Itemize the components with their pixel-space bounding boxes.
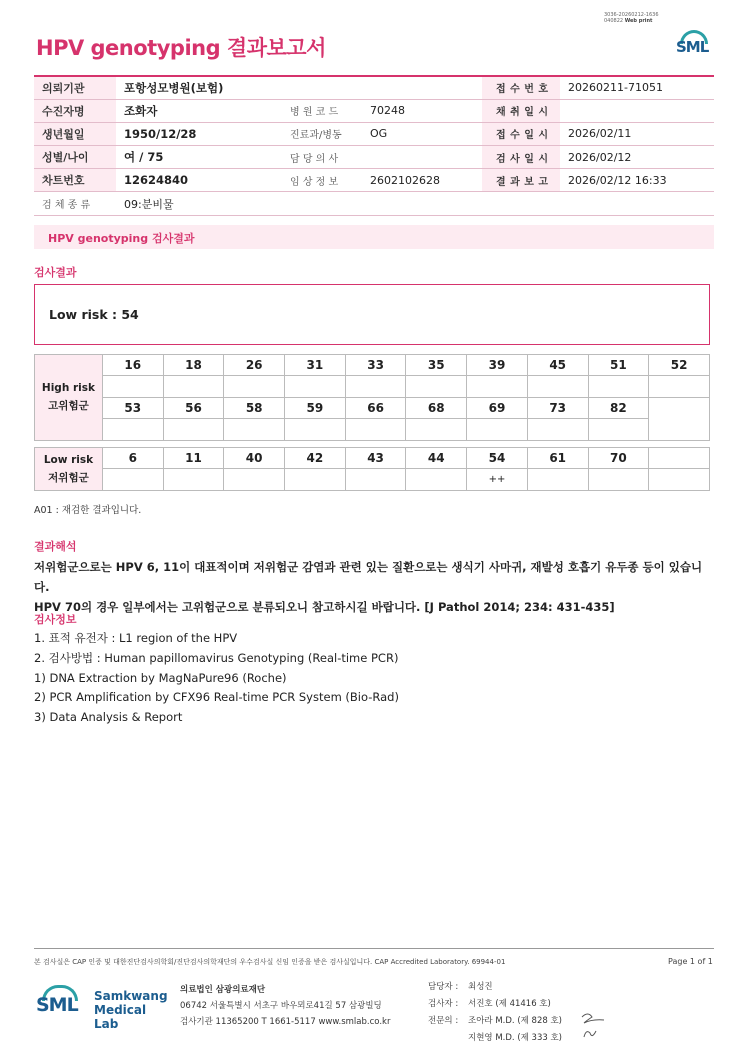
staff-name: 최성진 — [468, 982, 493, 992]
genotype-result-cell — [224, 376, 285, 397]
sex-age-value: 여 / 75 — [116, 146, 276, 169]
genotype-result-cell — [406, 376, 467, 397]
genotype-result-cell — [224, 469, 285, 490]
dept-label: 진료과/병동 — [276, 122, 362, 145]
genotype-cell: 68 — [406, 397, 467, 418]
genotype-result-cell — [406, 419, 467, 440]
genotype-cell: 51 — [588, 355, 649, 376]
genotype-cell: 44 — [406, 448, 467, 469]
genotype-result-cell — [224, 419, 285, 440]
genotype-result-cell — [345, 419, 406, 440]
collect-date-label: 채 취 일 시 — [482, 99, 560, 122]
genotype-cell: 40 — [224, 448, 285, 469]
genotype-cell: 6 — [102, 448, 163, 469]
genotype-result-cell — [163, 376, 224, 397]
receipt-no-value: 20260211-71051 — [560, 76, 714, 99]
genotype-result-cell — [406, 469, 467, 490]
patient-label: 수진자명 — [34, 99, 116, 122]
genotype-result-cell — [285, 469, 346, 490]
web-print-label: Web print — [624, 18, 653, 24]
genotype-cell: 26 — [224, 355, 285, 376]
dob-label: 생년월일 — [34, 122, 116, 145]
genotype-result-cell — [467, 376, 528, 397]
specimen-value: 09:분비물 — [116, 192, 714, 215]
genotype-cell: 52 — [649, 355, 710, 376]
genotype-cell: 66 — [345, 397, 406, 418]
genotype-result-cell — [588, 376, 649, 397]
receipt-date-label: 접 수 일 시 — [482, 122, 560, 145]
genotype-cell: 58 — [224, 397, 285, 418]
dept-value: OG — [362, 122, 482, 145]
hospital-code-value: 70248 — [362, 99, 482, 122]
genotype-cell: 59 — [285, 397, 346, 418]
genotype-cell — [649, 397, 710, 440]
high-risk-table — [34, 354, 710, 441]
signature-icon — [578, 1011, 608, 1041]
genotype-cell: 61 — [527, 448, 588, 469]
result-heading: 검사결과 — [34, 266, 77, 279]
patient-value: 조화자 — [116, 99, 276, 122]
genotype-result-cell — [345, 376, 406, 397]
specimen-label: 검 체 종 류 — [34, 192, 116, 215]
doctor-label: 담 당 의 사 — [276, 146, 362, 169]
genotype-result-cell — [163, 419, 224, 440]
genotype-result-cell — [527, 419, 588, 440]
genotype-cell: 53 — [102, 397, 163, 418]
org-name: 의료법인 삼광의료재단 — [180, 985, 266, 995]
genotype-cell: 45 — [527, 355, 588, 376]
document-code-line1: 3036-20260212-1636 — [604, 12, 659, 18]
genotype-cell: 18 — [163, 355, 224, 376]
footer-divider — [34, 948, 714, 949]
genotype-result-cell — [102, 376, 163, 397]
certification-text: 본 검사실은 CAP 인증 및 대한진단검사의학회/진단검사의학재단의 우수검사실 신임 인증을 받은 검사실입니다. CAP Accredited Laboratory. 69944-01 — [34, 958, 506, 966]
interpretation-text — [34, 557, 714, 617]
genotype-cell: 73 — [527, 397, 588, 418]
genotype-cell: 39 — [467, 355, 528, 376]
genotype-cell: 69 — [467, 397, 528, 418]
staff-name: 지현영 M.D. (제 333 호) — [468, 1033, 563, 1043]
samkwang-logo-icon: SML Samkwang Medical Lab — [36, 982, 166, 1022]
test-info-line: 2. 검사방법 : Human papillomavirus Genotyping (Real-time PCR) — [34, 650, 399, 665]
page-title: HPV genotyping 결과보고서 — [36, 36, 326, 60]
genotype-cell: 70 — [588, 448, 649, 469]
result-summary: Low risk : 54 — [34, 284, 710, 345]
report-date-value: 2026/02/12 16:33 — [560, 169, 714, 192]
genotype-result-cell — [527, 469, 588, 490]
genotype-cell: 11 — [163, 448, 224, 469]
high-risk-label: High risk 고위험군 — [35, 355, 103, 441]
genotype-cell: 31 — [285, 355, 346, 376]
patient-info-table — [34, 75, 714, 216]
test-date-label: 검 사 일 시 — [482, 146, 560, 169]
test-info-list — [34, 629, 399, 728]
genotype-result-cell — [588, 469, 649, 490]
genotype-cell: 82 — [588, 397, 649, 418]
genotype-cell: 35 — [406, 355, 467, 376]
genotype-cell: 43 — [345, 448, 406, 469]
org-contact: 검사기관 11365200 T 1661-5117 www.smlab.co.kr — [180, 1017, 391, 1027]
test-info-line: 3) Data Analysis & Report — [34, 710, 183, 725]
staff-list: 담당자 : 최성진 검사자 : 서진호 (제 41416 호) 전문의 : 조아라 M.D. (제 828 호) 지현영 M.D. (제 333 호) — [428, 979, 562, 1047]
document-code-line2: 040822 — [604, 18, 624, 24]
genotype-result-cell — [649, 469, 710, 490]
genotype-result-cell — [163, 469, 224, 490]
genotype-result-cell — [285, 419, 346, 440]
low-risk-label: Low risk 저위험군 — [35, 448, 103, 491]
genotype-result-cell — [285, 376, 346, 397]
staff-name: 서진호 (제 41416 호) — [468, 999, 551, 1009]
clinical-value: 2602102628 — [362, 169, 482, 192]
genotype-cell: 56 — [163, 397, 224, 418]
genotype-result-cell — [467, 419, 528, 440]
test-info-line: 1. 표적 유전자 : L1 region of the HPV — [34, 631, 238, 645]
interpretation-heading: 결과해석 — [34, 540, 77, 553]
section-title: HPV genotyping 검사결과 — [34, 225, 714, 249]
interpretation-line2: HPV 70의 경우 일부에서는 고위험군으로 분류되오니 참고하시길 바랍니다. [J Pathol 2014; 234: 431-435] — [34, 600, 615, 614]
org-address: 06742 서울특별시 서초구 바우뫼로41길 57 삼광빌딩 — [180, 1001, 382, 1011]
genotype-result-cell — [527, 376, 588, 397]
genotype-cell: 33 — [345, 355, 406, 376]
collect-date-value — [560, 99, 714, 122]
genotype-cell: 42 — [285, 448, 346, 469]
org-info — [180, 982, 390, 1030]
dob-value: 1950/12/28 — [116, 122, 276, 145]
genotype-result-cell — [588, 419, 649, 440]
genotype-cell: 16 — [102, 355, 163, 376]
genotype-cell — [649, 448, 710, 469]
test-info-heading: 검사정보 — [34, 613, 77, 626]
genotype-result-cell — [102, 469, 163, 490]
test-date-value: 2026/02/12 — [560, 146, 714, 169]
sex-age-label: 성별/나이 — [34, 146, 116, 169]
requesting-org-label: 의뢰기관 — [34, 76, 116, 99]
test-info-line: 2) PCR Amplification by CFX96 Real-time PCR System (Bio-Rad) — [34, 690, 399, 705]
report-date-label: 결 과 보 고 — [482, 169, 560, 192]
interpretation-line1: 저위험군으로는 HPV 6, 11이 대표적이며 저위험군 감염과 관련 있는 질환으로는 생식기 사마귀, 재발성 호흡기 유두종 등이 있습니다. — [34, 560, 703, 594]
genotype-result-cell: ++ — [467, 469, 528, 490]
clinical-label: 임 상 정 보 — [276, 169, 362, 192]
genotype-result-cell — [649, 376, 710, 397]
page-number: Page 1 of 1 — [668, 957, 713, 966]
genotype-result-cell — [102, 419, 163, 440]
document-code — [604, 12, 694, 24]
test-info-line: 1) DNA Extraction by MagNaPure96 (Roche) — [34, 670, 287, 685]
requesting-org-value: 포항성모병원(보험) — [116, 76, 482, 99]
receipt-no-label: 접 수 번 호 — [482, 76, 560, 99]
staff-name: 조아라 M.D. (제 828 호) — [468, 1016, 563, 1026]
receipt-date-value: 2026/02/11 — [560, 122, 714, 145]
sml-logo-icon: SML — [672, 26, 716, 66]
retest-note: A01 : 재검한 결과입니다. — [34, 505, 142, 516]
hospital-code-label: 병 원 코 드 — [276, 99, 362, 122]
chart-no-label: 차트번호 — [34, 169, 116, 192]
genotype-cell: 54 — [467, 448, 528, 469]
doctor-value — [362, 146, 482, 169]
genotype-result-cell — [345, 469, 406, 490]
low-risk-table — [34, 447, 710, 491]
chart-no-value: 12624840 — [116, 169, 276, 192]
